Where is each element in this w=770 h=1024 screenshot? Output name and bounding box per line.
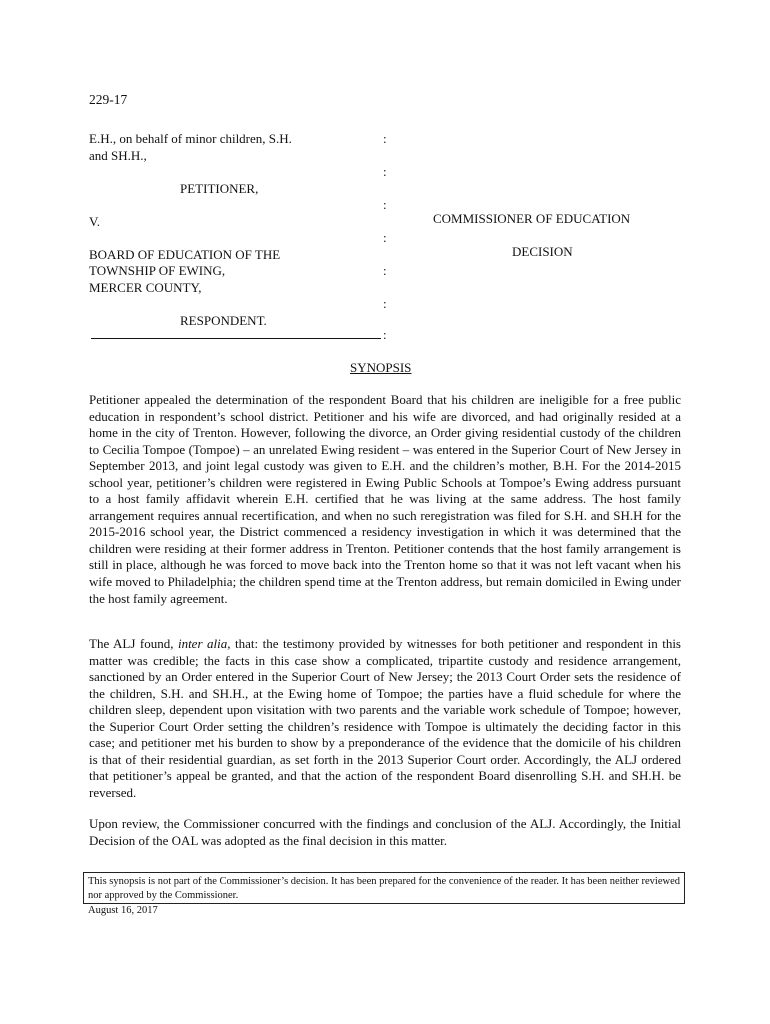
synopsis-paragraph-3: Upon review, the Commissioner concurred with the findings and conclusion of the ALJ. Accordingly, the Initial Decision of the OAL was adopted as the final decision in this matter. <box>89 816 681 848</box>
petitioner-role: PETITIONER, <box>180 180 259 196</box>
caption-colon: : <box>383 296 387 311</box>
petitioner-line-2: and SH.H., <box>89 147 147 163</box>
caption-colon: : <box>383 263 387 278</box>
respondent-line-3: MERCER COUNTY, <box>89 279 202 295</box>
caption-spacer <box>89 230 349 247</box>
disclaimer-box <box>83 872 685 904</box>
paragraph-2-italic: inter alia <box>177 636 228 651</box>
synopsis-paragraph-2 <box>89 636 681 801</box>
synopsis-paragraph-1: Petitioner appealed the determination of the respondent Board that his children are ineligible for a free public education in respondent’s school district. Petitioner and his wife are divorced, and had originally resided at a home in the city of Trenton. However, following the divorce, an Order giving residential custody of the children to Cecilia Tompoe (Tompoe) – an unrelated Ewing resident – was entered in the Superior Court of New Jersey in September 2013, and joint legal custody was given to E.H. and the children’s mother, B.H. For the 2014-2015 school year, petitioner’s children were registered in Ewing Public Schools at Tompoe’s Ewing address pursuant to a host family affidavit wherein E.H. certified that he was living at the same address. The host family arrangement requires annual recertification, and when no such reregistration was filed for S.H. and SH.H for the 2015-2016 school year, the District commenced a residency investigation in which it was determined that the children were residing at their former address in Trenton. Petitioner contends that the host family arrangement is still in place, although he was forced to move back into the Trenton home so that it was not left vacant when his wife moved to Philadelphia; the children spend time at the Trenton address, but remain domiciled in Ewing under the host family agreement. <box>89 392 681 606</box>
caption-colon: : <box>383 230 387 245</box>
caption-colon: : <box>383 164 387 179</box>
caption-colon: : <box>383 131 387 146</box>
petitioner-line-1: E.H., on behalf of minor children, S.H. <box>89 131 292 146</box>
agency-title: COMMISSIONER OF EDUCATION <box>433 211 631 226</box>
caption-divider <box>91 338 381 339</box>
caption-spacer <box>89 197 349 214</box>
respondent-line-1: BOARD OF EDUCATION OF THE <box>89 246 281 262</box>
caption-colon: : <box>383 197 387 212</box>
agency-subtitle: DECISION <box>512 244 573 259</box>
versus-label: V. <box>89 213 100 229</box>
docket-number: 229-17 <box>89 92 128 107</box>
caption-colon: : <box>383 327 387 342</box>
caption-spacer <box>89 296 349 313</box>
paragraph-2-rest: , that: the testimony provided by witnesses for both petitioner and respondent in this matter was credible; the facts in this case show a complicated, tripartite custody and residence arrangement, sanctioned by an Order entered in the Superior Court of New Jersey; the 2013 Court Order sets the residence of the children, S.H. and SH.H., at the Ewing home of Tompoe; the parties have a fluid schedule for where the children sleep, dependent upon visitation with two parents and the variable work schedule of Tompoe; however, the Superior Court Order setting the children’s residence with Tompoe is ultimately the deciding factor in this case; and petitioner met his burden to show by a preponderance of the evidence that the domicile of his children is that of their residential guardian, as set forth in the 2013 Superior Court order. Accordingly, the ALJ ordered that petitioner’s appeal be granted, and that the action of the respondent Board disenrolling S.H. and SH.H. be reversed. <box>89 636 681 800</box>
disclaimer-text: This synopsis is not part of the Commissioner’s decision. It has been prepared for the convenience of the reader. It has been neither reviewed nor approved by the Commissioner. <box>88 876 680 901</box>
caption-spacer <box>89 164 349 181</box>
respondent-role: RESPONDENT. <box>180 312 267 328</box>
paragraph-2-lead: The ALJ found, <box>89 636 178 651</box>
decision-date: August 16, 2017 <box>88 905 158 916</box>
respondent-line-2: TOWNSHIP OF EWING, <box>89 263 226 278</box>
case-caption-parties <box>89 131 349 329</box>
synopsis-heading: SYNOPSIS <box>350 360 412 375</box>
